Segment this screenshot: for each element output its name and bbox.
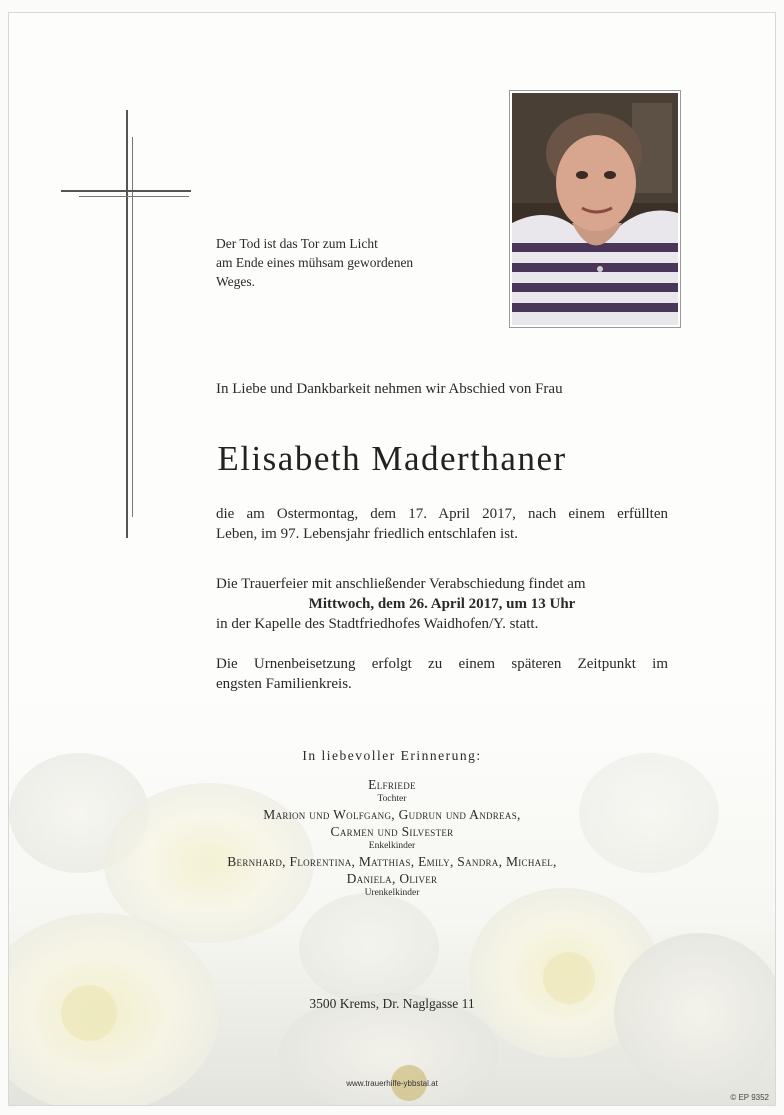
family-great-grandchildren: Bernhard, Florentina, Matthias, Emily, Sandra, Michael, — [227, 854, 557, 869]
ceremony-notice — [216, 574, 668, 634]
family-list — [9, 776, 775, 900]
memory-heading: In liebevoller Erinnerung: — [302, 748, 482, 763]
urn-line: engsten Familienkreis. — [216, 676, 352, 692]
document-code: © EP 9352 — [730, 1093, 769, 1102]
death-line: die am Ostermontag, dem 17. April 2017, nach einem erfüllten — [216, 506, 668, 522]
family-grandchildren: Marion und Wolfgang, Gudrun und Andreas, — [263, 807, 521, 822]
address: 3500 Krems, Dr. Naglgasse 11 — [309, 996, 475, 1011]
ceremony-line: Die Trauerfeier mit anschließender Verabschiedung findet am — [216, 576, 586, 592]
urn-notice — [216, 654, 668, 694]
cross-icon-bar-thin — [79, 196, 189, 197]
family-role: Tochter — [377, 794, 407, 804]
death-line: Leben, im 97. Lebensjahr friedlich entschlafen ist. — [216, 526, 518, 542]
family-grandchildren: Carmen und Silvester — [330, 824, 454, 839]
family-daughter: Elfriede — [368, 777, 416, 792]
cross-icon-bar — [61, 190, 191, 192]
quote-line: Weges. — [216, 274, 256, 289]
portrait-photo — [509, 90, 681, 328]
ceremony-date: Mittwoch, dem 26. April 2017, um 13 Uhr — [308, 596, 576, 612]
deceased-name: Elisabeth Maderthaner — [217, 439, 567, 478]
portrait-image — [512, 93, 678, 325]
urn-line: Die Urnenbeisetzung erfolgt zu einem späteren Zeitpunkt im — [216, 656, 668, 672]
obituary-page — [8, 12, 776, 1106]
family-role: Urenkelkinder — [364, 888, 420, 898]
death-notice — [216, 504, 668, 544]
family-role: Enkelkinder — [368, 841, 416, 851]
intro-text: In Liebe und Dankbarkeit nehmen wir Abschied von Frau — [216, 381, 563, 397]
website-link[interactable]: www.trauerhilfe-ybbstal.at — [346, 1079, 438, 1088]
family-great-grandchildren: Daniela, Oliver — [346, 871, 438, 886]
quote-line: Der Tod ist das Tor zum Licht — [216, 236, 378, 251]
quote — [216, 234, 456, 291]
ceremony-line: in der Kapelle des Stadtfriedhofes Waidhofen/Y. statt. — [216, 616, 539, 632]
quote-line: am Ende eines mühsam gewordenen — [216, 255, 414, 270]
